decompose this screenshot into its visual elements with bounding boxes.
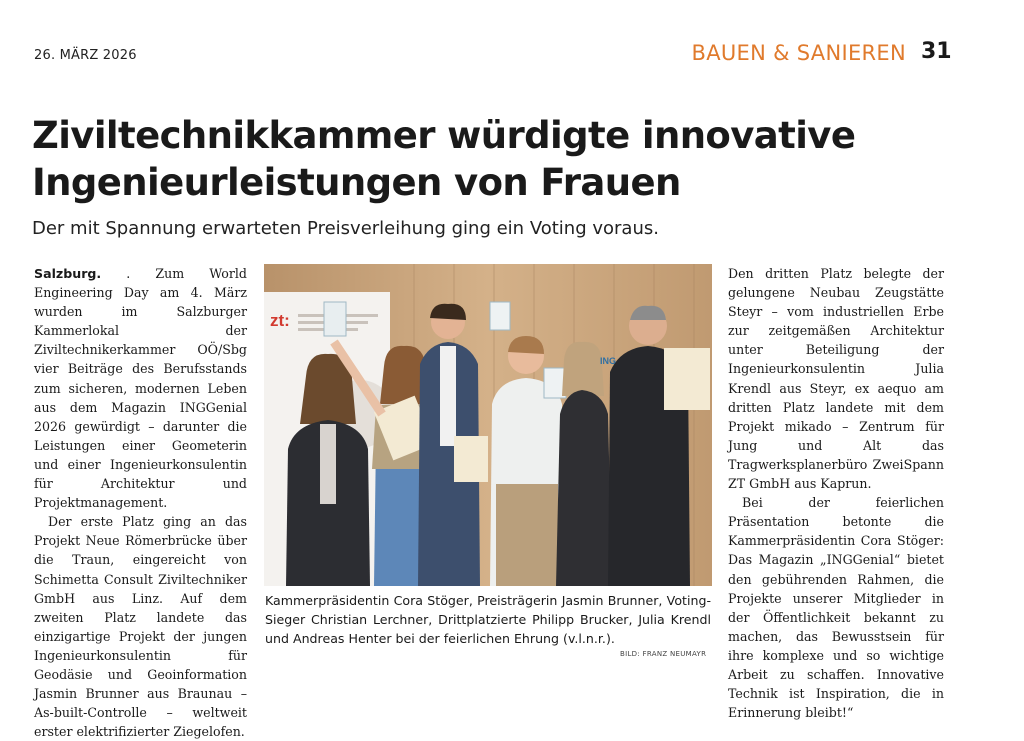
paragraph-text: . Zum World Engineering Day am 4. März wurden im Salzburger Kammerlokal der Ziviltechnikerkammer OÖ/Sbg vier Beiträge des Berufsstands zum sicheren, modernen Leben aus dem Magazin INGGenial 2026 gewürdigt – darunter die Leistungen einer Geometerin und einer Ingenieurkonsulentin für Architektur und Projektmanagement. <box>34 266 247 511</box>
paragraph: Der erste Platz ging an das Projekt Neue Römerbrücke über die Traun, eingereicht von Schimetta Consult Ziviltechniker GmbH aus Linz. Auf dem zweiten Platz landete das einzigartige Projekt der jungen Ingenieurkonsulentin für Geodäsie und Geoinformation Jasmin Brunner aus Braunau – As-built-Controlle – weltweit erster elektrifizierter Ziegelofen. <box>34 514 247 740</box>
award-ceremony-photo <box>264 264 712 586</box>
page-number: 31 <box>921 39 952 64</box>
dateline: Salzburg. <box>34 266 102 281</box>
issue-date: 26. MÄRZ 2026 <box>34 48 137 63</box>
article-photo <box>264 264 712 586</box>
article-column-right <box>728 264 944 722</box>
paragraph: Bei der feierlichen Präsentation betonte die Kammerpräsidentin Cora Stöger: Das Magazin „INGGenial“ bietet den gebührenden Rahmen, die Projekte unserer Mitglieder in der Öffentlichkeit bekannt zu machen, das Bewusstsein für ihre komplexe und so wichtige Arbeit zu schaffen. Innovative Technik ist Inspiration, die in Erinnerung bleibt!“ <box>728 495 944 721</box>
banner-logo: zt: <box>270 311 290 330</box>
article-headline: Ziviltechnikkammer würdigte innovative Ingenieurleistungen von Frauen <box>32 114 856 204</box>
photo-caption: Kammerpräsidentin Cora Stöger, Preisträgerin Jasmin Brunner, Voting-Sieger Christian Lerchner, Drittplatzierte Philipp Brucker, Julia Krendl und Andreas Henter bei der feierlichen Ehrung (v.l.n.r.). <box>265 593 711 647</box>
photo-credit: BILD: FRANZ NEUMAYR <box>620 650 707 658</box>
article-subheadline: Der mit Spannung erwarteten Preisverleihung ging ein Voting voraus. <box>32 218 659 239</box>
article-column-left <box>34 264 247 741</box>
section-title: BAUEN & SANIEREN <box>691 41 906 65</box>
paragraph <box>34 264 247 512</box>
ing-trophy-label: ING <box>600 356 617 366</box>
paragraph: Den dritten Platz belegte der gelungene Neubau Zeugstätte Steyr – vom industriellen Erbe zur zeitgemäßen Architektur unter Beteiligung der Ingenieurkonsulentin Julia Krendl aus Steyr, ex aequo am dritten Platz landete mit dem Projekt mikado – Zentrum für Jung und Alt das Tragwerksplanerbüro ZweiSpann ZT GmbH aus Kaprun. <box>728 266 944 492</box>
